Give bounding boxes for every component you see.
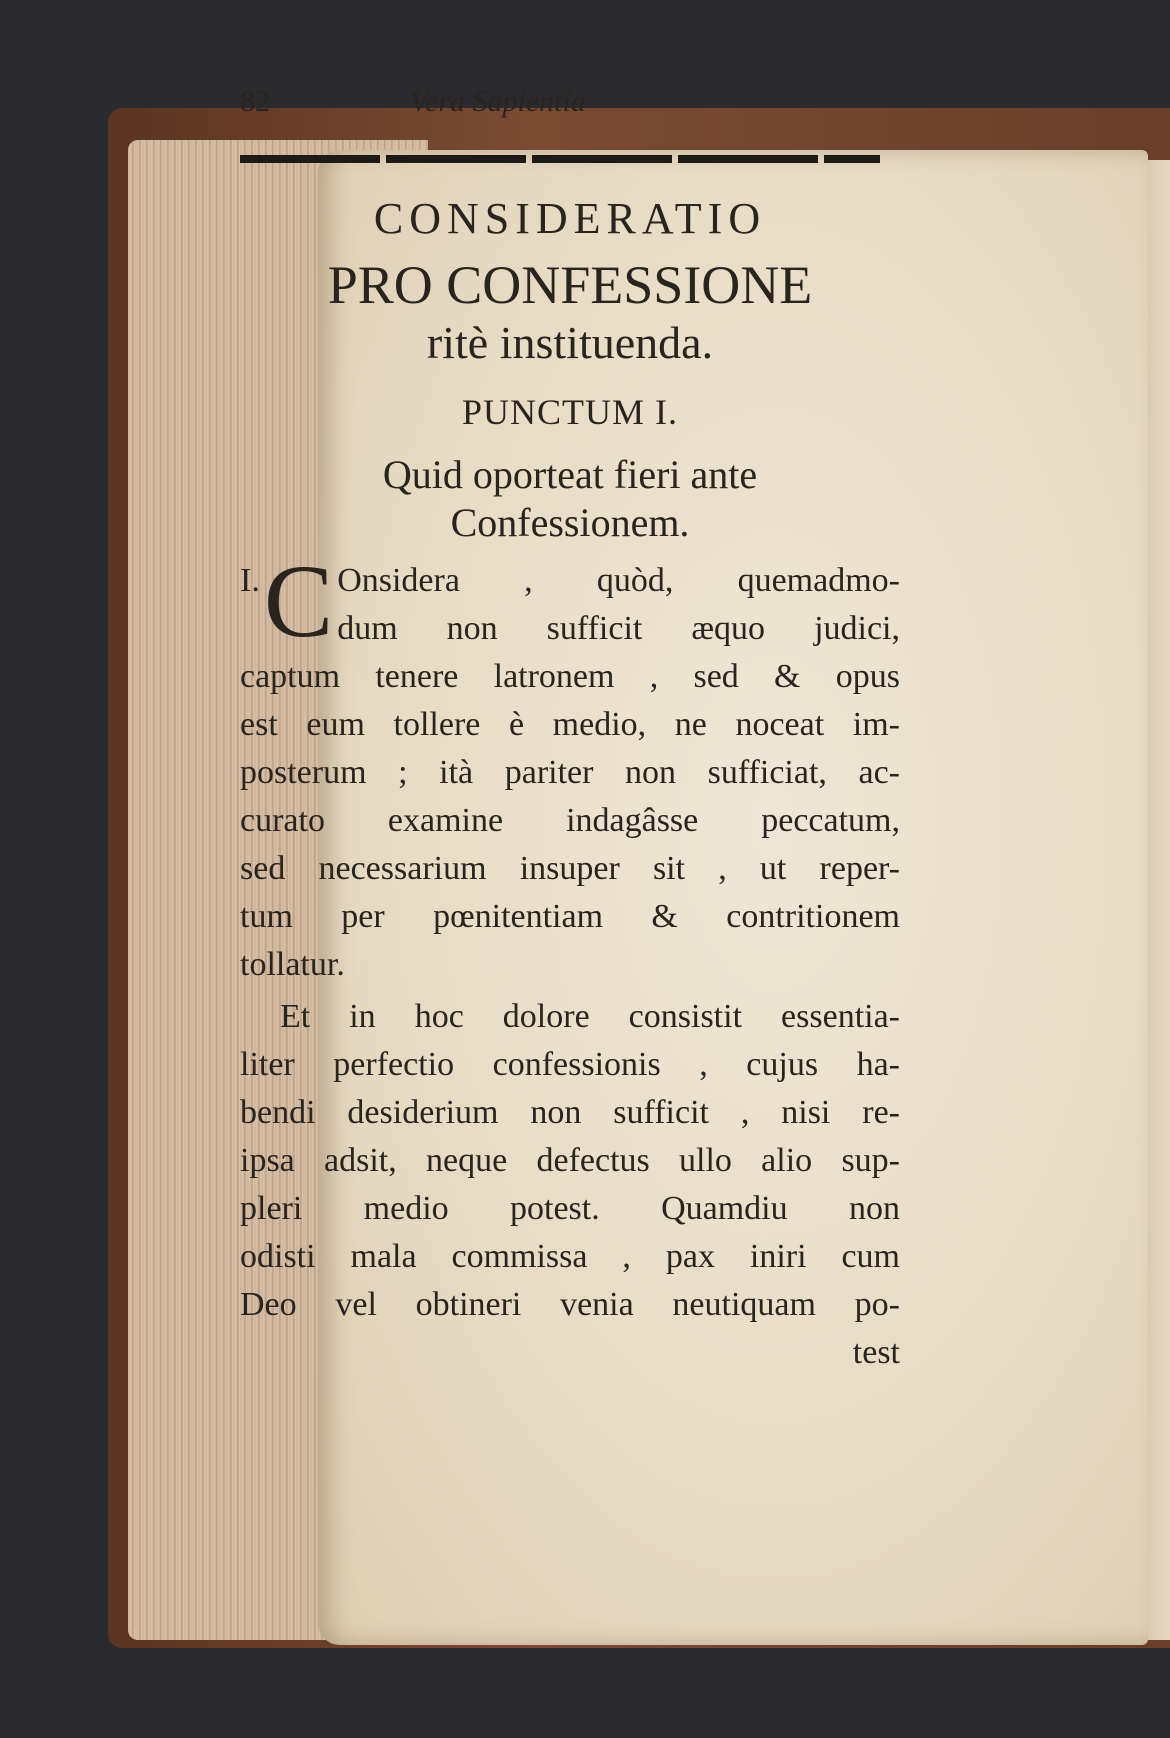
drop-cap-lines: [337, 557, 900, 653]
text-line: captum tenere latronem , sed & opus: [240, 658, 900, 695]
text-line: odisti mala commissa , pax iniri cum: [240, 1238, 900, 1275]
text-line: tum per pœnitentiam & contritionem: [240, 898, 900, 935]
text-line: sed necessarium insuper sit , ut reper-: [240, 850, 900, 887]
text-line: pleri medio potest. Quamdiu non: [240, 1190, 900, 1227]
page-text: [240, 85, 900, 1377]
running-head: [240, 85, 900, 135]
heading-line-2: PRO CONFESSIONE: [327, 255, 813, 315]
text-line: est eum tollere è medio, ne noceat im-: [240, 706, 900, 743]
heading-line-1: CONSIDERATIO: [373, 194, 767, 243]
text-line: bendi desiderium non sufficit , nisi re-: [240, 1094, 900, 1131]
header-rule: [240, 155, 880, 163]
section-number: I.: [240, 562, 260, 599]
paragraph-2: [240, 993, 900, 1377]
text-line: Onsidera , quòd, quemadmo-: [337, 562, 900, 599]
text-line: dum non sufficit æquo judici,: [337, 610, 900, 647]
subheading-line-1: Quid oporteat fieri ante: [382, 452, 758, 497]
paragraph-1: [240, 544, 900, 989]
text-line: tollatur.: [240, 946, 345, 983]
text-line: curato examine indagâsse peccatum,: [240, 802, 900, 839]
running-title: Vera Sapientia: [410, 85, 586, 118]
subheading: [240, 451, 900, 547]
catchword: test: [852, 1334, 900, 1371]
drop-cap-block: [240, 544, 900, 659]
heading-line-3: ritè instituenda.: [426, 317, 714, 368]
text-line: ipsa adsit, neque defectus ullo alio sup-: [240, 1142, 900, 1179]
subheading-line-2: Confessionem.: [450, 500, 690, 545]
text-line: Et in hoc dolore consistit essentia-: [280, 998, 900, 1035]
page-number: 82: [240, 85, 270, 118]
text-line: posterum ; ità pariter non sufficiat, ac-: [240, 754, 900, 791]
drop-cap: C: [263, 544, 334, 659]
text-line: Deo vel obtineri venia neutiquam po-: [240, 1286, 900, 1323]
text-line: liter perfectio confessionis , cujus ha-: [240, 1046, 900, 1083]
punctum-heading: PUNCTUM I.: [461, 392, 678, 432]
